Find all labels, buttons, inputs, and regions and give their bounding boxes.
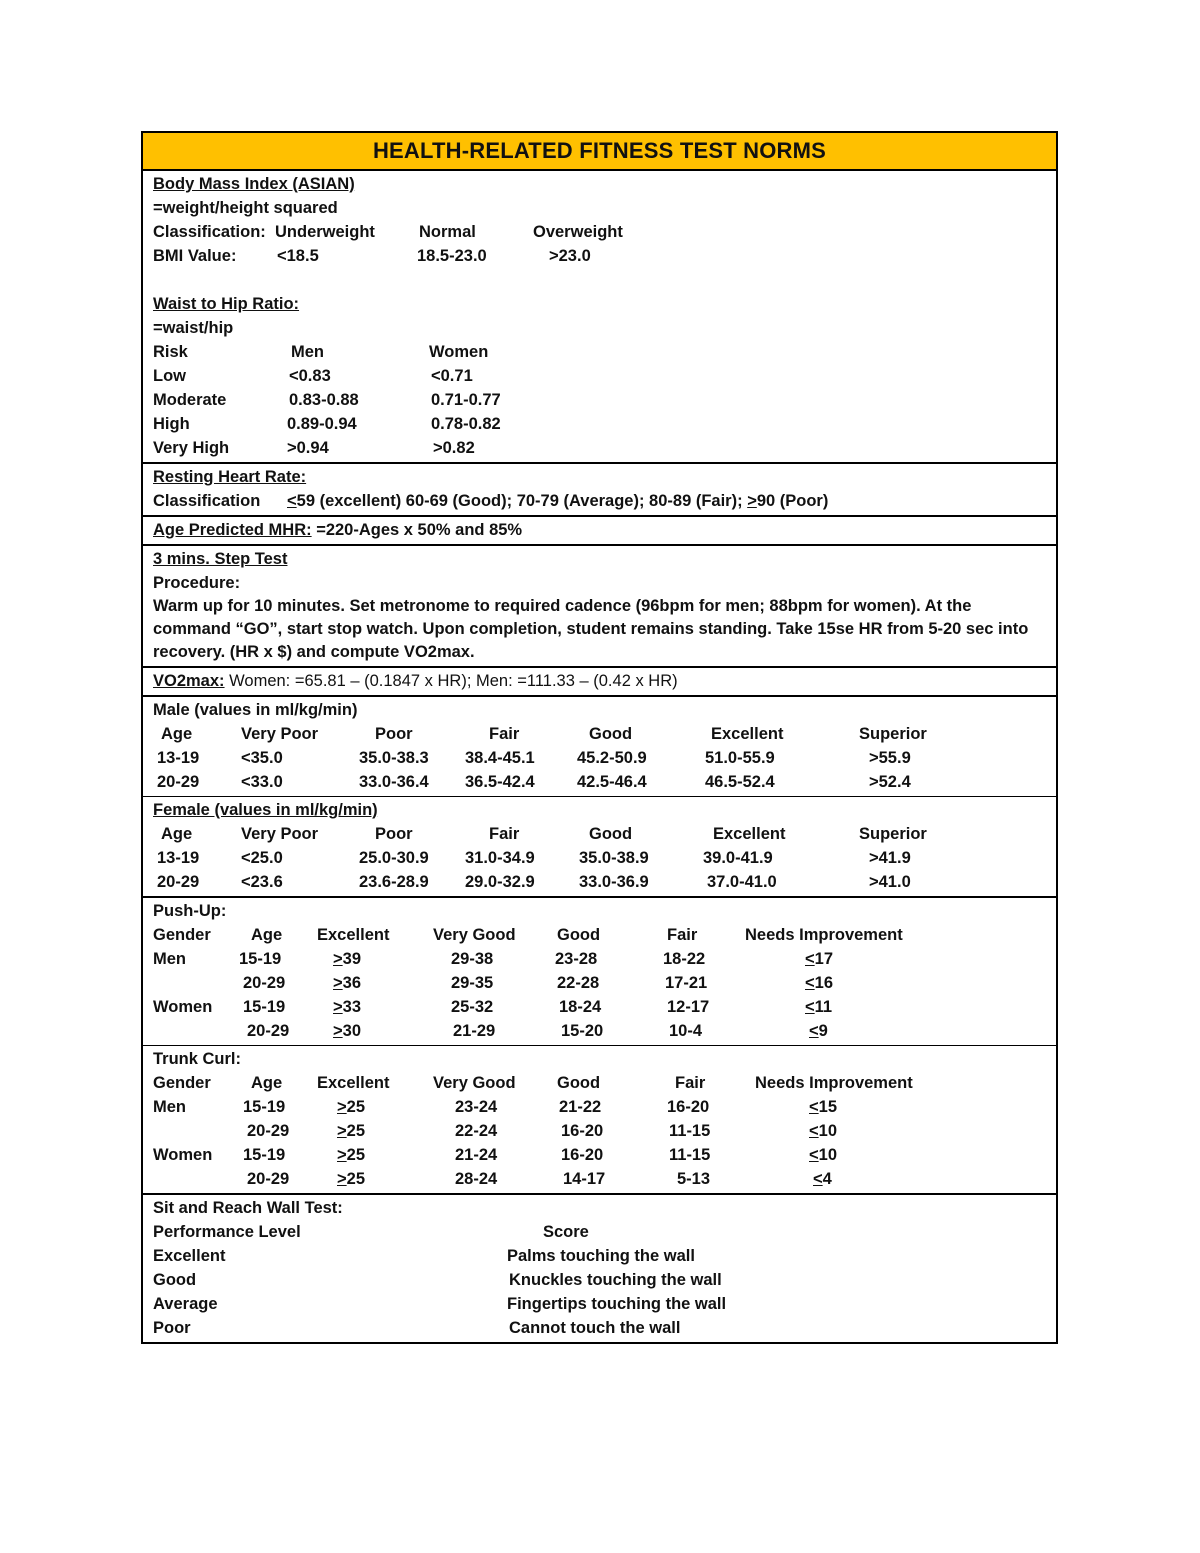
cell: Poor	[153, 1319, 191, 1337]
col-header: Very Good	[433, 1074, 516, 1092]
cell: 21-24	[455, 1146, 498, 1164]
cell: 16-20	[561, 1122, 604, 1140]
bmi-value-normal: 18.5-23.0	[417, 247, 487, 265]
cell: >41.0	[869, 873, 911, 891]
cell: 11-15	[669, 1122, 711, 1140]
cell: <10	[809, 1146, 837, 1164]
col-header: Excellent	[713, 825, 786, 843]
rhr-heading: Resting Heart Rate:	[153, 468, 307, 486]
table-row	[153, 436, 1056, 460]
col-header: Fair	[675, 1074, 706, 1092]
bmi-class-underweight: Underweight	[275, 223, 375, 241]
step-section	[143, 546, 1056, 668]
cell: Palms touching the wall	[507, 1247, 695, 1265]
cell: <35.0	[241, 749, 283, 767]
table-row	[153, 846, 1056, 870]
cell: >41.9	[869, 849, 911, 867]
bmi-class-overweight: Overweight	[533, 223, 623, 241]
bmi-class-label: Classification:	[153, 223, 266, 241]
female-header-row	[153, 822, 1056, 846]
table-row	[153, 1244, 1056, 1268]
cell: 25-32	[451, 998, 494, 1016]
cell: 20-29	[157, 773, 200, 791]
pushup-section	[143, 898, 1056, 1046]
table-row	[153, 1167, 1056, 1191]
cell: >36	[333, 974, 361, 992]
sitreach-section	[143, 1195, 1056, 1342]
whr-cell: 0.89-0.94	[287, 415, 357, 433]
cell: 15-19	[243, 1146, 286, 1164]
rhr-values-poor: 90 (Poor)	[756, 492, 829, 510]
cell: 20-29	[247, 1170, 290, 1188]
bmi-value-row	[153, 244, 1056, 268]
cell: 35.0-38.3	[359, 749, 429, 767]
col-header: Poor	[375, 825, 413, 843]
table-row	[153, 1268, 1056, 1292]
cell: 33.0-36.9	[579, 873, 649, 891]
cell: <33.0	[241, 773, 283, 791]
cell: <16	[805, 974, 833, 992]
col-header: Poor	[375, 725, 413, 743]
step-heading: 3 mins. Step Test	[153, 550, 288, 568]
cell: 25.0-30.9	[359, 849, 429, 867]
table-row	[153, 412, 1056, 436]
col-header: Age	[161, 725, 193, 743]
cell: 18-24	[559, 998, 602, 1016]
cell: 28-24	[455, 1170, 498, 1188]
cell: 22-24	[455, 1122, 498, 1140]
whr-cell: High	[153, 415, 190, 433]
vo2-formula: Women: =65.81 – (0.1847 x HR); Men: =111.33 – (0.42 x HR)	[224, 672, 678, 690]
whr-cell: Moderate	[153, 391, 227, 409]
cell: 46.5-52.4	[705, 773, 775, 791]
rhr-values: <59 (excellent) 60-69 (Good); 70-79 (Average); 80-89 (Fair); >90 (Poor)	[287, 492, 829, 510]
col-header: Fair	[667, 926, 698, 944]
cell: Good	[153, 1271, 197, 1289]
cell: 33.0-36.4	[359, 773, 429, 791]
sitreach-header-row	[153, 1220, 1056, 1244]
mhr-heading: Age Predicted MHR:	[153, 521, 312, 539]
col-header: Good	[589, 725, 633, 743]
rhr-section	[143, 464, 1056, 517]
male-section	[143, 697, 1056, 797]
cell: Fingertips touching the wall	[507, 1295, 727, 1313]
cell: Men	[153, 1098, 186, 1116]
vo2-row	[153, 669, 1056, 693]
cell: 16-20	[667, 1098, 710, 1116]
cell: 51.0-55.9	[705, 749, 775, 767]
whr-formula: =waist/hip	[153, 319, 234, 337]
col-header: Superior	[859, 725, 927, 743]
cell: 5-13	[677, 1170, 711, 1188]
cell: 17-21	[665, 974, 708, 992]
male-heading: Male (values in ml/kg/min)	[153, 701, 358, 719]
whr-cell: <0.71	[431, 367, 473, 385]
cell: Excellent	[153, 1247, 226, 1265]
cell: 21-22	[559, 1098, 602, 1116]
cell: 20-29	[247, 1122, 290, 1140]
male-header-row	[153, 722, 1056, 746]
cell: <4	[813, 1170, 832, 1188]
cell: >25	[337, 1146, 365, 1164]
whr-cell: 0.71-0.77	[431, 391, 501, 409]
rhr-values-text: 59 (excellent) 60-69 (Good); 70-79 (Average); 80-89 (Fair);	[296, 492, 748, 510]
bmi-whr-section	[143, 171, 1056, 464]
cell: 29.0-32.9	[465, 873, 535, 891]
cell: 22-28	[557, 974, 600, 992]
cell: 35.0-38.9	[579, 849, 649, 867]
col-header: Excellent	[711, 725, 784, 743]
bmi-class-row	[153, 220, 1056, 244]
table-row	[153, 770, 1056, 794]
table-row	[153, 1019, 1056, 1043]
cell: >25	[337, 1122, 365, 1140]
cell: 15-19	[243, 998, 286, 1016]
cell: 20-29	[247, 1022, 290, 1040]
col-header: Very Poor	[241, 825, 319, 843]
cell: 18-22	[663, 950, 706, 968]
col-header: Needs Improvement	[755, 1074, 913, 1092]
col-header: Superior	[859, 825, 927, 843]
cell: 38.4-45.1	[465, 749, 535, 767]
col-header: Fair	[489, 825, 520, 843]
cell: 37.0-41.0	[707, 873, 777, 891]
bmi-heading: Body Mass Index (ASIAN)	[153, 175, 355, 193]
bmi-formula: =weight/height squared	[153, 199, 338, 217]
bmi-class-normal: Normal	[419, 223, 476, 241]
cell: <9	[809, 1022, 828, 1040]
col-header: Fair	[489, 725, 520, 743]
pushup-heading: Push-Up:	[153, 902, 227, 920]
cell: 15-19	[239, 950, 282, 968]
table-row	[153, 1119, 1056, 1143]
bmi-value-under: <18.5	[277, 247, 319, 265]
cell: Knuckles touching the wall	[509, 1271, 722, 1289]
cell: 23-28	[555, 950, 598, 968]
cell: 15-20	[561, 1022, 604, 1040]
cell: <17	[805, 950, 833, 968]
vo2-section	[143, 668, 1056, 697]
whr-cell: Very High	[153, 439, 230, 457]
cell: 36.5-42.4	[465, 773, 535, 791]
cell: >25	[337, 1098, 365, 1116]
table-row	[153, 746, 1056, 770]
cell: Cannot touch the wall	[509, 1319, 681, 1337]
table-row	[153, 971, 1056, 995]
sitreach-heading: Sit and Reach Wall Test:	[153, 1199, 343, 1217]
cell: 12-17	[667, 998, 710, 1016]
cell: 39.0-41.9	[703, 849, 773, 867]
whr-cell: Low	[153, 367, 186, 385]
procedure-text: Warm up for 10 minutes. Set metronome to required cadence (96bpm for men; 88bpm for women). At the command “GO”, start stop watch. Upon completion, student remains standing. Take 15se HR from 5-20 sec into recovery. (HR x $) and compute VO2max.	[153, 597, 1029, 661]
cell: 29-38	[451, 950, 494, 968]
cell: <25.0	[241, 849, 283, 867]
mhr-section	[143, 517, 1056, 546]
rhr-row	[153, 489, 1056, 513]
trunk-section	[143, 1046, 1056, 1195]
whr-cell: 0.83-0.88	[289, 391, 359, 409]
table-row	[153, 1316, 1056, 1340]
female-section	[143, 797, 1056, 898]
col-header: Good	[557, 1074, 601, 1092]
cell: >30	[333, 1022, 361, 1040]
cell: 13-19	[157, 749, 200, 767]
cell: 16-20	[561, 1146, 604, 1164]
col-header: Age	[251, 926, 283, 944]
whr-header-men: Men	[291, 343, 324, 361]
table-row	[153, 364, 1056, 388]
cell: >52.4	[869, 773, 911, 791]
col-header: Very Poor	[241, 725, 319, 743]
whr-cell: >0.82	[433, 439, 475, 457]
whr-cell: <0.83	[289, 367, 331, 385]
mhr-row	[153, 518, 1056, 542]
col-header: Age	[251, 1074, 283, 1092]
table-row	[153, 947, 1056, 971]
col-header: Gender	[153, 926, 211, 944]
col-header: Very Good	[433, 926, 516, 944]
col-header: Good	[589, 825, 633, 843]
procedure-label: Procedure:	[153, 574, 241, 592]
cell: 13-19	[157, 849, 200, 867]
cell: 14-17	[563, 1170, 606, 1188]
whr-cell: 0.78-0.82	[431, 415, 501, 433]
mhr-text: =220-Ages x 50% and 85%	[311, 521, 523, 539]
cell: 20-29	[157, 873, 200, 891]
table-row	[153, 870, 1056, 894]
cell: 21-29	[453, 1022, 496, 1040]
cell: 10-4	[669, 1022, 703, 1040]
cell: >25	[337, 1170, 365, 1188]
cell: 42.5-46.4	[577, 773, 647, 791]
document-title: HEALTH-RELATED FITNESS TEST NORMS	[143, 133, 1056, 171]
norms-document	[141, 131, 1058, 1344]
cell: >55.9	[869, 749, 911, 767]
cell: <10	[809, 1122, 837, 1140]
col-header: Excellent	[317, 926, 390, 944]
rhr-label: Classification	[153, 492, 261, 510]
whr-heading: Waist to Hip Ratio:	[153, 295, 300, 313]
cell: >33	[333, 998, 361, 1016]
cell: Women	[153, 998, 213, 1016]
whr-header-row	[153, 340, 1056, 364]
trunk-header-row	[153, 1071, 1056, 1095]
cell: 31.0-34.9	[465, 849, 535, 867]
vo2-heading: VO2max:	[153, 672, 225, 690]
col-header: Score	[543, 1223, 589, 1241]
whr-cell: >0.94	[287, 439, 329, 457]
cell: 45.2-50.9	[577, 749, 647, 767]
bmi-value-over: >23.0	[549, 247, 591, 265]
bmi-value-label: BMI Value:	[153, 247, 237, 265]
cell: 11-15	[669, 1146, 711, 1164]
col-header: Age	[161, 825, 193, 843]
col-header: Needs Improvement	[745, 926, 903, 944]
cell: Men	[153, 950, 186, 968]
col-header: Performance Level	[153, 1223, 301, 1241]
col-header: Excellent	[317, 1074, 390, 1092]
pushup-header-row	[153, 923, 1056, 947]
cell: <23.6	[241, 873, 283, 891]
col-header: Good	[557, 926, 601, 944]
whr-header-women: Women	[429, 343, 489, 361]
table-row	[153, 1095, 1056, 1119]
table-row	[153, 1292, 1056, 1316]
cell: <15	[809, 1098, 837, 1116]
trunk-heading: Trunk Curl:	[153, 1050, 242, 1068]
whr-header-risk: Risk	[153, 343, 188, 361]
col-header: Gender	[153, 1074, 211, 1092]
cell: 20-29	[243, 974, 286, 992]
table-row	[153, 995, 1056, 1019]
cell: 23.6-28.9	[359, 873, 429, 891]
cell: >39	[333, 950, 361, 968]
table-row	[153, 1143, 1056, 1167]
cell: Average	[153, 1295, 218, 1313]
cell: 29-35	[451, 974, 494, 992]
cell: <11	[805, 998, 833, 1016]
cell: 23-24	[455, 1098, 498, 1116]
female-heading: Female (values in ml/kg/min)	[153, 801, 378, 819]
cell: Women	[153, 1146, 213, 1164]
cell: 15-19	[243, 1098, 286, 1116]
table-row	[153, 388, 1056, 412]
